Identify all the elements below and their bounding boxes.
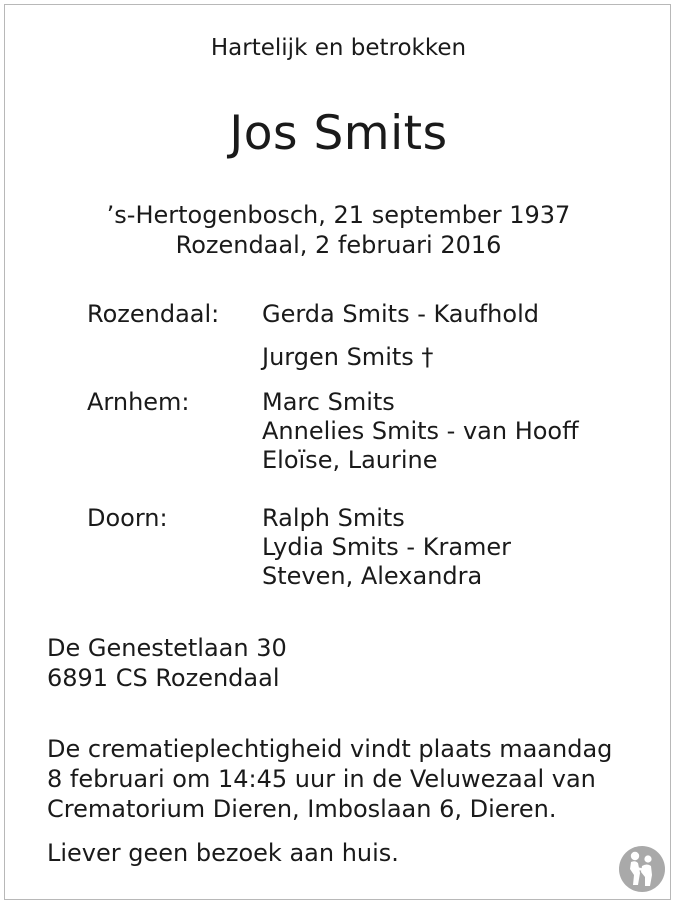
family-member: Gerda Smits - Kaufhold [262,300,539,328]
family-member: Marc Smits [262,388,395,416]
family-member: Eloïse, Laurine [262,446,438,474]
address-block [47,633,287,693]
family-member: Steven, Alexandra [262,562,483,590]
family-member: Annelies Smits - van Hooff [262,417,579,445]
family-member: Lydia Smits - Kramer [262,533,512,561]
family-place-doorn: Doorn: [87,504,168,532]
address-street: De Genestetlaan 30 [47,634,287,662]
intro-text: Hartelijk en betrokken [210,35,467,61]
family-place-rozendaal: Rozendaal: [87,300,220,328]
life-dates [0,200,677,260]
family-member: Ralph Smits [262,504,405,532]
mourning-figure-logo-icon [618,845,666,893]
death-line: Rozendaal, 2 februari 2016 [175,231,502,259]
deceased-name: Jos Smits [229,106,448,161]
ceremony-line: De crematieplechtigheid vindt plaats maandag [47,735,613,763]
closing-note: Liever geen bezoek aan huis. [47,839,399,867]
family-place-arnhem: Arnhem: [87,388,190,416]
ceremony-line: Crematorium Dieren, Imboslaan 6, Dieren. [47,795,557,823]
address-postal: 6891 CS Rozendaal [47,664,280,692]
family-member-deceased: Jurgen Smits † [262,343,434,371]
ceremony-line: 8 februari om 14:45 uur in de Veluwezaal van [47,765,596,793]
birth-line: ’s-Hertogenbosch, 21 september 1937 [106,201,571,229]
ceremony-block [47,734,612,824]
